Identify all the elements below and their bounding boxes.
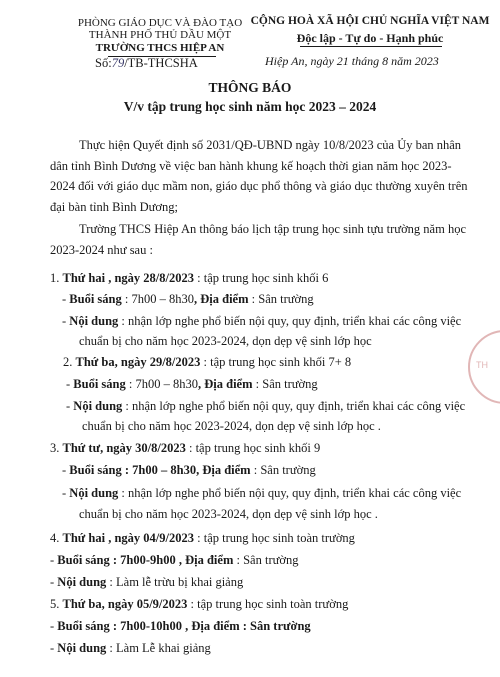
item-2-content-cont: chuẩn bị cho năm học 2023-2024, dọn dẹp vệ sinh lớp học .: [82, 419, 381, 433]
item-3-heading: 3. Thứ tư, ngày 30/8/2023 : tập trung học sinh khối 9: [50, 441, 321, 455]
item-2-heading: 2. Thứ ba, ngày 29/8/2023 : tập trung học sinh khối 7+ 8: [63, 355, 352, 369]
item-3-content: - Nội dung : nhận lớp nghe phổ biến nội quy, quy định, triển khai các công việc: [62, 486, 462, 500]
document-number-value: 79: [111, 56, 125, 70]
item-4-content: - Nội dung : Làm lễ trừu bị khai giảng: [50, 575, 244, 589]
item-3-time: - Buổi sáng : 7h00 – 8h30, Địa điểm : Sân trường: [62, 463, 316, 477]
item-5-heading: 5. Thứ ba, ngày 05/9/2023 : tập trung học sinh toàn trường: [50, 597, 349, 611]
item-1-content: - Nội dung : nhận lớp nghe phổ biến nội quy, quy định, triển khai các công việc: [62, 314, 462, 328]
intro-line-1: Thực hiện Quyết định số 2031/QĐ-UBND ngày 10/8/2023 của Ủy ban nhân: [79, 138, 462, 152]
item-2-time: - Buổi sáng : 7h00 – 8h30, Địa điểm : Sân trường: [66, 377, 318, 391]
page-title: THÔNG BÁO: [208, 80, 292, 95]
item-1-heading: 1. Thứ hai , ngày 28/8/2023 : tập trung học sinh khối 6: [50, 271, 329, 285]
item-3-content-cont: chuẩn bị cho năm học 2023-2024, dọn dẹp vệ sinh lớp học .: [79, 507, 378, 521]
intro2-line-1: Trường THCS Hiệp An thông báo lịch tập trung học sinh tựu trường năm học: [79, 222, 466, 236]
intro-line-2: dân tỉnh Bình Dương về việc ban hành khung kế hoạch thời gian năm học 2023-: [50, 159, 452, 173]
page-subtitle: V/v tập trung học sinh năm học 2023 – 2024: [123, 99, 377, 114]
intro2-line-2: 2023-2024 như sau :: [50, 243, 153, 257]
header-date: Hiệp An, ngày 21 tháng 8 năm 2023: [265, 54, 439, 68]
item-1-time: - Buổi sáng : 7h00 – 8h30, Địa điểm : Sân trường: [62, 292, 314, 306]
header-school: TRƯỜNG THCS HIỆP AN: [95, 42, 225, 54]
header-republic: CỘNG HOÀ XÃ HỘI CHỦ NGHĨA VIỆT NAM: [250, 15, 490, 27]
document-number: Số:79/TB-THCSHA: [95, 56, 198, 70]
header-department: PHÒNG GIÁO DỤC VÀ ĐÀO TẠO: [77, 17, 243, 29]
official-stamp: TH: [468, 330, 500, 404]
header-motto: Độc lập - Tự do - Hạnh phúc: [296, 31, 444, 45]
item-5-content: - Nội dung : Làm Lễ khai giảng: [50, 641, 211, 655]
item-2-content: - Nội dung : nhận lớp nghe phổ biến nội quy, quy định, triển khai các công việc: [66, 399, 466, 413]
header-city: THÀNH PHỐ THỦ DẦU MỘT: [88, 29, 232, 41]
intro-line-3: 2024 đối với giáo dục mầm non, giáo dục phổ thông và giáo dục thường xuyên trên: [50, 179, 468, 193]
item-4-time: - Buổi sáng : 7h00-9h00 , Địa điểm : Sân trường: [50, 553, 299, 567]
item-5-time: - Buổi sáng : 7h00-10h00 , Địa điểm : Sân trường: [50, 619, 311, 633]
item-4-heading: 4. Thứ hai , ngày 04/9/2023 : tập trung học sinh toàn trường: [50, 531, 355, 545]
header-motto-underline: [300, 46, 442, 47]
intro-line-4: đại bàn tỉnh Bình Dương;: [50, 200, 178, 214]
item-1-content-cont: chuẩn bị cho năm học 2023-2024, dọn dẹp vệ sinh lớp học: [79, 334, 372, 348]
